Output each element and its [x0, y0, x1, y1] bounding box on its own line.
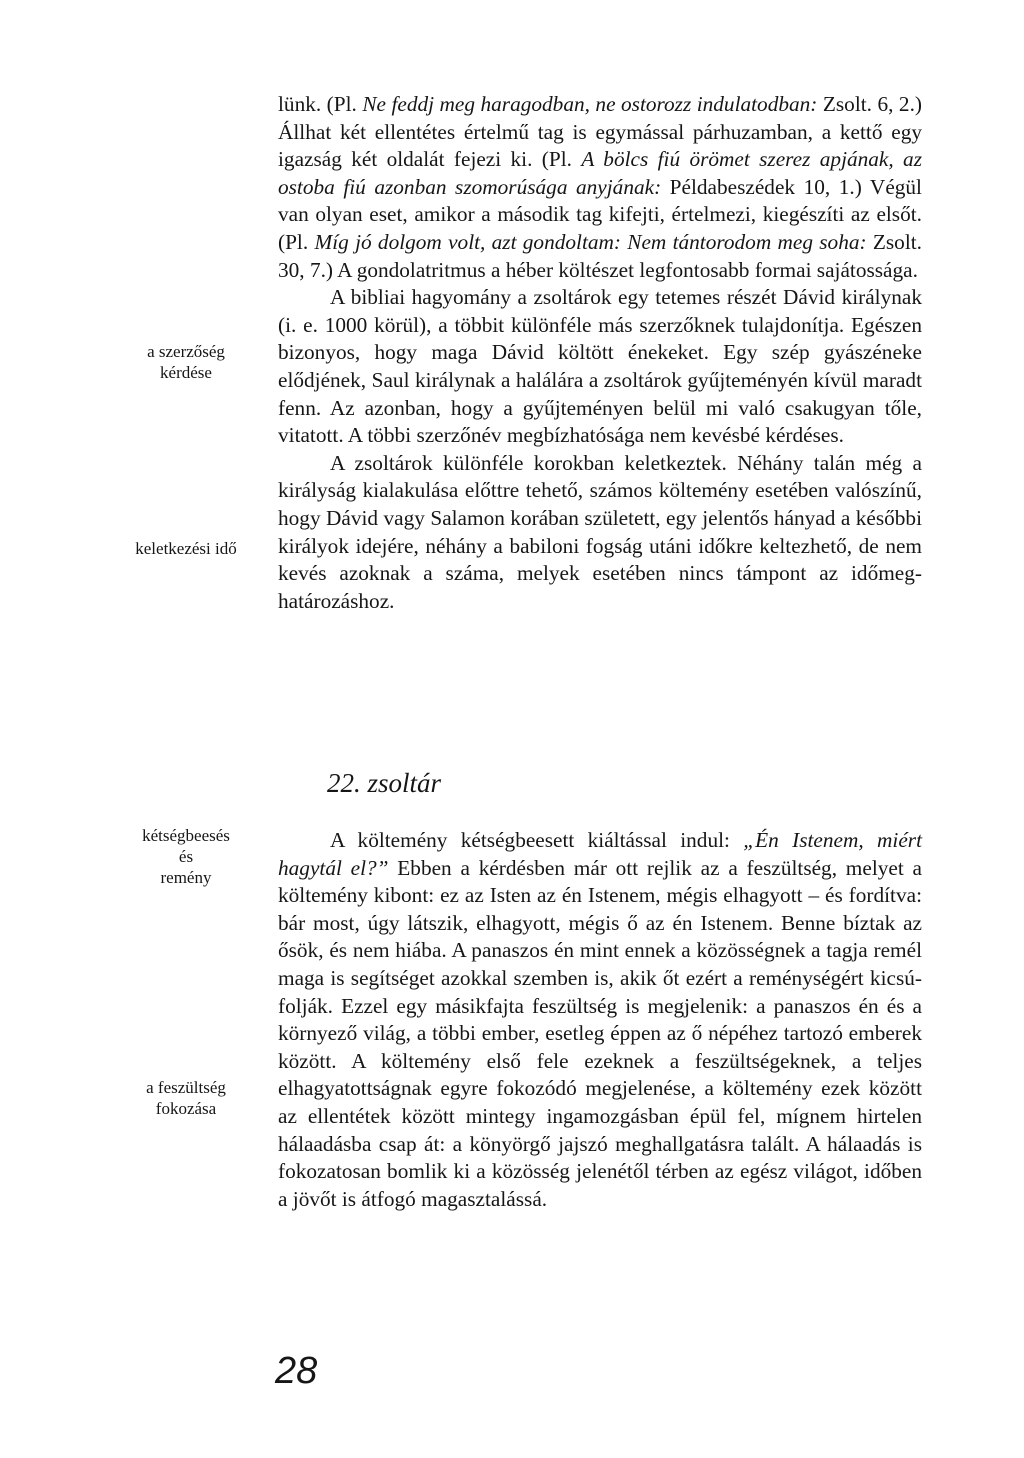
margin-note-authorship — [112, 341, 260, 383]
page-number: 28 — [275, 1350, 318, 1392]
margin-note-line: kétségbeesés — [142, 826, 230, 845]
margin-note-line: keletkezési idő — [135, 539, 237, 558]
paragraph-authorship: A bibliai hagyomány a zsoltárok egy tetemes részét Dávid királynak (i. e. 1000 körül), a többit különféle más szerzőknek tulajdonítja. Egészen bizonyos, hogy maga Dávid költött énekeket. Egy szép gyászéneke elődjének, Saul királynak a halálára a zsoltárok gyűjteményén kívül maradt fenn. Az azonban, hogy a gyűjteményen belül mi való csakugyan tőle, vitatott. A többi szerzőnév megbízhatósága nem kevésbé kérdéses. — [278, 285, 922, 448]
section-heading: 22. zsoltár — [327, 768, 442, 798]
text-run: Zsolt. 30, 7.) A gondolatritmus a héber költészet legfontosabb formai sajátossága. — [278, 229, 922, 282]
margin-note-tension — [112, 1077, 260, 1119]
margin-note-line: fokozása — [155, 1099, 217, 1118]
quote-italic: A bölcs fiú örömet szerez apjának, az ostoba fiú azonban szomorúsága anyjának: — [278, 147, 922, 199]
text-run: Példabeszédek 10, 1.) Végül van olyan eset, amikor a második tag kifejti, értelmezi, kiegészíti az elsőt. (Pl. — [278, 174, 922, 254]
paragraph-rhythm — [278, 91, 922, 284]
margin-note-line: kérdése — [160, 363, 212, 382]
margin-note-line: a feszültség — [146, 1078, 226, 1097]
margin-note-origin-time — [112, 538, 260, 559]
body-text-section-2 — [278, 827, 922, 1213]
margin-note-despair-hope — [112, 825, 260, 888]
body-text-section-1 — [278, 91, 922, 615]
text-run: lünk. (Pl. — [278, 92, 363, 116]
quote-italic: „Én Istenem, miért hagytál el?” — [278, 828, 922, 880]
quote-italic: Míg jó dolgom volt, azt gondoltam: Nem tántorodom meg soha: — [314, 229, 867, 254]
margin-note-line: a szerzőség — [147, 342, 225, 361]
text-run: A költemény kétségbeesett kiáltással indul: — [330, 828, 744, 852]
quote-italic: Ne feddj meg haragodban, ne ostorozz indulatodban: — [362, 92, 818, 116]
text-run: Ebben a kérdésben már ott rejlik az a feszültség, melyet a költemény kibont: ez az Isten az én Istenem, mégis elhagyott – és fordítva: bár most, úgy látszik, elhagyott, mégis ő az én Istenem. Benne bíztak az ősök, és nem hiába. A panaszos én mint ennek a közösségnek a tagja remél maga is segítséget azokkal szemben is, akik őt ezért a reménységért kicsúfolják. Ezzel egy másikfajta feszültség is megjelenik: a panaszos én és a környező világ, a többi ember, esetleg éppen az ő népéhez tartozó emberek között. A költemény első fele ezeknek a feszültségeknek, a teljes elhagyatottságnak egyre fokozódó megjelenése, a költemény ezek között az ellentétek között mintegy ingamozgásban épül fel, mígnem hirtelen hálaadásba csap át: a könyörgő jajszó meghallgatásra talált. A hálaadás is fokozatosan bomlik ki a közösség jelenétől térben az egész világot, időben a jövőt is átfogó magasztalássá. — [278, 855, 922, 1211]
margin-note-line: és — [178, 847, 194, 866]
margin-note-line: remény — [160, 868, 212, 887]
paragraph-psalm-22 — [278, 827, 922, 1213]
text-run: Zsolt. 6, 2.) Állhat két ellentétes értelmű tag is egymással párhuzamban, a kettő egy igazság két oldalát fejezi ki. (Pl. — [278, 92, 922, 172]
paragraph-origin: A zsoltárok különféle korokban keletkeztek. Néhány talán még a királyság kialakulása előttre tehető, számos költemény esetében valószínű, hogy Dávid vagy Salamon korában született, egy jelentős hányad a későbbi királyok idejére, néhány a babiloni fogság utáni időkre keltezhető, de nem kevés azoknak a száma, melyek esetében nincs támpont az időmeghatározáshoz. — [278, 450, 922, 613]
